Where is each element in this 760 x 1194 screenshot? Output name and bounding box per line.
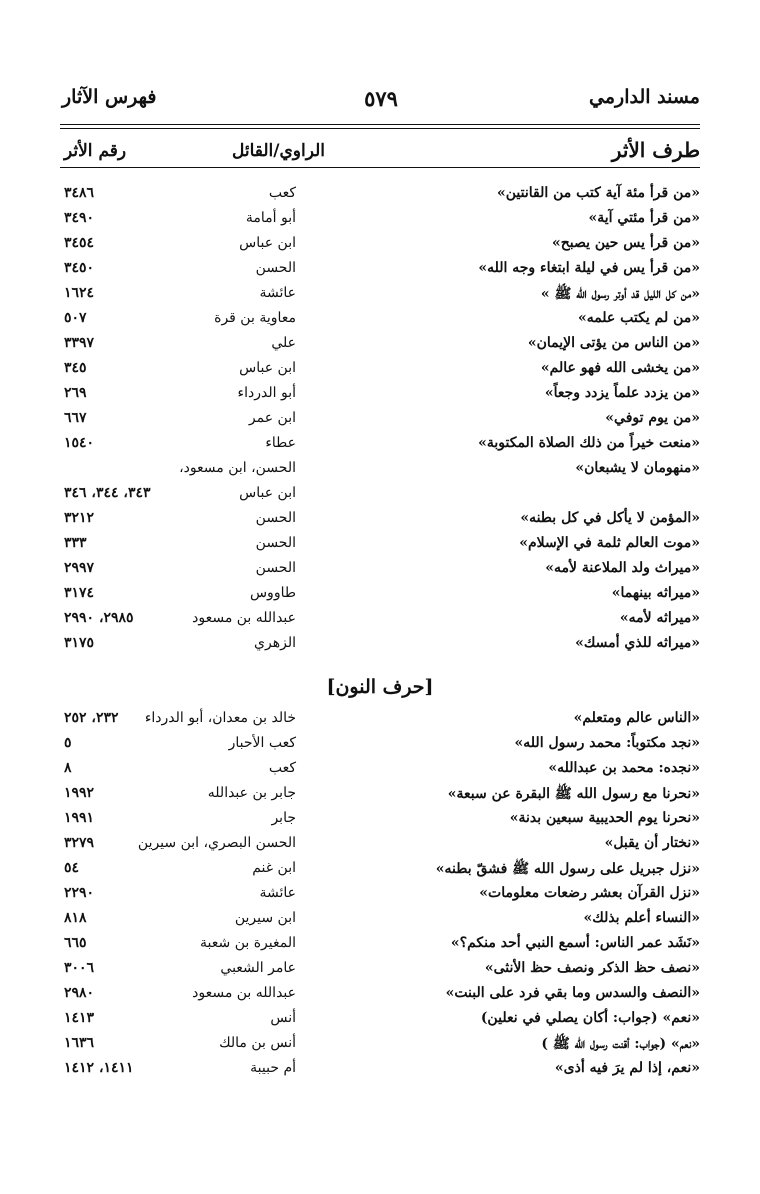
index-row	[60, 432, 700, 457]
entry-text: «نعم» (جواب: أقنت رسول الله ﷺ )	[541, 1036, 700, 1052]
entry-narrator: الزهري	[254, 635, 296, 651]
entry-number: ٥	[64, 735, 72, 751]
entry-number: ٢٢٩٠	[64, 885, 95, 901]
column-header-rule	[60, 167, 700, 168]
entry-number: ٣٣٩٧	[64, 335, 95, 351]
index-row	[60, 782, 700, 807]
index-row	[60, 1057, 700, 1082]
entry-text: «من قرأ يس في ليلة ابتغاء وجه الله»	[478, 260, 700, 276]
index-row	[60, 407, 700, 432]
entry-text: «من لم يكتب علمه»	[577, 310, 700, 326]
entry-text: «منهومان لا يشبعان»	[575, 460, 700, 476]
index-row	[60, 557, 700, 582]
entry-number: ٢٩٨٠	[64, 985, 95, 1001]
entry-narrator: ابن عباس	[239, 360, 296, 376]
index-row	[60, 382, 700, 407]
entry-number: ٣٤٨٦	[64, 185, 95, 201]
entry-narrator: كعب	[268, 185, 296, 201]
entry-narrator: أبو الدرداء	[237, 385, 296, 401]
index-row	[60, 1032, 700, 1057]
running-header	[62, 86, 700, 116]
entry-number: ٣٤٥	[64, 360, 87, 376]
index-row	[60, 482, 700, 507]
entry-text: «نختار أن يقبل»	[604, 835, 700, 851]
index-row	[60, 357, 700, 382]
entry-number: ٨١٨	[64, 910, 87, 926]
entry-text: «من الناس من يؤتى الإيمان»	[527, 335, 700, 351]
section-heading: [حرف النون]	[326, 676, 434, 698]
index-row	[60, 282, 700, 307]
entry-number: ٣٤٥٤	[64, 235, 95, 251]
entry-number: ٢٣٢، ٢٥٢	[64, 710, 119, 726]
entry-number: ٣١٧٥	[64, 635, 95, 651]
column-header-text: طرف الأثر	[611, 138, 700, 162]
entry-narrator: الحسن	[255, 560, 296, 576]
entry-text: «نجد مكتوباً: محمد رسول الله»	[514, 735, 700, 751]
index-list-nun	[60, 707, 700, 1082]
entry-narrator: ابن سيرين	[234, 910, 296, 926]
entry-number: ٣٤٥٠	[64, 260, 95, 276]
entry-number: ١٦٢٤	[64, 285, 95, 301]
entry-narrator: معاوية بن قرة	[214, 310, 296, 326]
index-row	[60, 532, 700, 557]
entry-narrator: المغيرة بن شعبة	[200, 935, 296, 951]
entry-narrator: ابن عمر	[248, 410, 296, 426]
entry-narrator: عبدالله بن مسعود	[192, 985, 296, 1001]
column-header-number: رقم الأثر	[64, 141, 127, 161]
entry-narrator: ابن عباس	[239, 235, 296, 251]
entry-text: «موت العالم ثلمة في الإسلام»	[519, 535, 700, 551]
entry-text: «النصف والسدس وما بقي فرد على البنت»	[445, 985, 700, 1001]
header-rule-bottom	[60, 128, 700, 129]
entry-text: «نعم، إذا لم يرَ فيه أذى»	[554, 1060, 700, 1076]
entry-narrator: الحسن	[255, 260, 296, 276]
entry-number: ٣١٧٤	[64, 585, 95, 601]
entry-number: ٦٦٥	[64, 935, 87, 951]
index-list-mim	[60, 182, 700, 657]
index-row	[60, 707, 700, 732]
entry-text: «نجده: محمد بن عبدالله»	[548, 760, 700, 776]
entry-narrator: الحسن	[255, 535, 296, 551]
entry-narrator: علي	[271, 335, 296, 351]
entry-text: «نصف حظ الذكر ونصف حظ الأنثى»	[484, 960, 700, 976]
entry-text: «النساء أعلم بذلك»	[583, 910, 700, 926]
entry-text: «نعم» (جواب: أكان يصلي في نعلين)	[480, 1010, 700, 1026]
entry-number: ٥٠٧	[64, 310, 87, 326]
header-rule-top	[60, 124, 700, 125]
index-row	[60, 632, 700, 657]
entry-number: ٨	[64, 760, 72, 776]
entry-text: «ميراثه للذي أمسك»	[575, 635, 700, 651]
index-row	[60, 332, 700, 357]
index-row	[60, 957, 700, 982]
entry-text: «نحرنا مع رسول الله ﷺ البقرة عن سبعة»	[447, 786, 700, 802]
entry-number: ١٤١٣	[64, 1010, 95, 1026]
entry-number: ٢٦٩	[64, 385, 87, 401]
entry-narrator: أنس بن مالك	[219, 1035, 296, 1051]
entry-narrator: جابر بن عبدالله	[207, 785, 296, 801]
index-row	[60, 1007, 700, 1032]
entry-number: ٣٠٠٦	[64, 960, 95, 976]
index-row	[60, 607, 700, 632]
column-headers	[60, 138, 700, 166]
entry-text: «الناس عالم ومتعلم»	[573, 710, 700, 726]
entry-narrator: ابن عباس	[239, 485, 296, 501]
entry-narrator: الحسن البصري، ابن سيرين	[137, 835, 296, 851]
book-title: مسند الدارمي	[589, 86, 700, 108]
entry-text: «منعت خيراً من ذلك الصلاة المكتوبة»	[478, 435, 700, 451]
index-row	[60, 732, 700, 757]
entry-narrator: كعب	[268, 760, 296, 776]
entry-narrator: أنس	[270, 1010, 296, 1026]
entry-text: «المؤمن لا يأكل في كل بطنه»	[520, 510, 700, 526]
entry-narrator: طاووس	[249, 585, 296, 601]
entry-narrator: أم حبيبة	[250, 1060, 296, 1076]
entry-text: «ميراث ولد الملاعنة لأمه»	[545, 560, 700, 576]
entry-number: ٣٣٣	[64, 535, 87, 551]
entry-text: «نزل جبريل على رسول الله ﷺ فشقّ بطنه»	[435, 861, 700, 877]
entry-narrator: عائشة	[259, 885, 296, 901]
index-row	[60, 882, 700, 907]
index-row	[60, 757, 700, 782]
entry-text: «من كل الليل قد أوتر رسول الله ﷺ »	[540, 286, 700, 302]
entry-text: «ميراثه لأمه»	[619, 610, 700, 626]
entry-text: «من قرأ مئتي آية»	[588, 210, 700, 226]
index-row	[60, 307, 700, 332]
entry-text: «من يزدد علماً يزدد وجعاً»	[544, 385, 700, 401]
index-row	[60, 207, 700, 232]
entry-number: ١٦٣٦	[64, 1035, 95, 1051]
entry-number: ١٤١١، ١٤١٢	[64, 1060, 134, 1076]
index-row	[60, 457, 700, 482]
entry-text: «نَشَد عمر الناس: أسمع النبي أحد منكم؟»	[450, 935, 700, 951]
entry-number: ٣٢١٢	[64, 510, 95, 526]
entry-narrator: خالد بن معدان، أبو الدرداء	[144, 710, 296, 726]
entry-number: ١٩٩١	[64, 810, 95, 826]
entry-text: «من قرأ يس حين يصبح»	[551, 235, 700, 251]
page-number: ٥٧٩	[364, 86, 398, 111]
index-row	[60, 507, 700, 532]
entry-number: ٢٩٩٧	[64, 560, 95, 576]
entry-narrator: جابر	[271, 810, 296, 826]
entry-text: «نحرنا يوم الحديبية سبعين بدنة»	[509, 810, 700, 826]
entry-number: ٦٦٧	[64, 410, 87, 426]
index-row	[60, 907, 700, 932]
entry-number: ١٩٩٢	[64, 785, 95, 801]
entry-narrator: كعب الأحبار	[228, 735, 296, 751]
entry-text: «من قرأ مئة آية كتب من القانتين»	[496, 185, 700, 201]
section-name: فهرس الآثار	[62, 86, 157, 108]
index-row	[60, 932, 700, 957]
index-row	[60, 257, 700, 282]
entry-number: ٥٤	[64, 860, 80, 876]
index-row	[60, 832, 700, 857]
index-row	[60, 582, 700, 607]
entry-narrator: عطاء	[265, 435, 296, 451]
column-header-narrator: الراوي/القائل	[231, 141, 325, 161]
entry-number: ٣٤٩٠	[64, 210, 95, 226]
index-row	[60, 807, 700, 832]
entry-narrator: أبو أمامة	[245, 210, 296, 226]
entry-number: ٣٤٣، ٣٤٤، ٣٤٦	[64, 485, 151, 501]
entry-text: «نزل القرآن بعشر رضعات معلومات»	[479, 885, 700, 901]
index-row	[60, 182, 700, 207]
entry-narrator: الحسن	[255, 510, 296, 526]
entry-number: ١٥٤٠	[64, 435, 95, 451]
entry-text: «من يخشى الله فهو عالم»	[540, 360, 700, 376]
entry-narrator: عبدالله بن مسعود	[192, 610, 296, 626]
index-row	[60, 232, 700, 257]
entry-text: «ميراثه بينهما»	[611, 585, 700, 601]
entry-number: ٣٢٧٩	[64, 835, 95, 851]
entry-narrator: عامر الشعبي	[220, 960, 296, 976]
entry-narrator: عائشة	[259, 285, 296, 301]
index-row	[60, 857, 700, 882]
entry-narrator: الحسن، ابن مسعود،	[179, 460, 296, 476]
index-row	[60, 982, 700, 1007]
entry-narrator: ابن غنم	[252, 860, 296, 876]
entry-text: «من يوم توفي»	[605, 410, 700, 426]
entry-number: ٢٩٨٥، ٢٩٩٠	[64, 610, 134, 626]
